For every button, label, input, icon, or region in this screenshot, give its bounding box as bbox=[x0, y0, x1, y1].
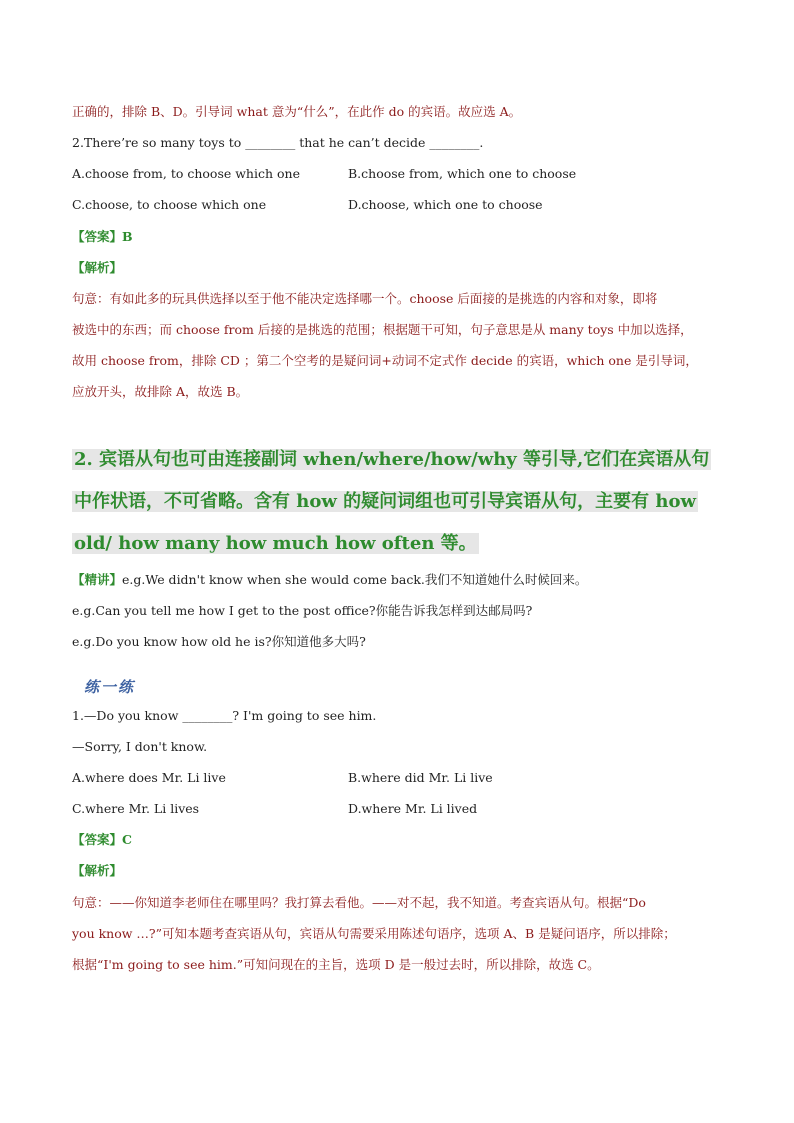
analysis-line: you know …?”可知本题考查宾语从句，宾语从句需要采用陈述句语序，选项 A、B 是疑问语序，所以排除； bbox=[72, 926, 676, 941]
answer-label: 【答案】C bbox=[72, 832, 132, 847]
option-d: D.choose, which one to choose bbox=[348, 197, 543, 212]
question-2-options-row-1 bbox=[72, 165, 300, 183]
analysis-line: 被选中的东西；而 choose from 后接的是挑选的范围；根据题干可知，句子意思是从 many toys 中加以选择， bbox=[72, 322, 693, 337]
previous-explanation-end: 正确的，排除 B、D。引导词 what 意为“什么”，在此作 do 的宾语。故应选 A。 bbox=[72, 104, 522, 119]
example-line: e.g.Do you know how old he is?你知道他多大吗? bbox=[72, 634, 366, 649]
practice-question-reply: —Sorry, I don't know. bbox=[72, 739, 208, 754]
option-d: D.where Mr. Li lived bbox=[348, 801, 478, 816]
example-line: e.g.Can you tell me how I get to the post office?你能告诉我怎样到达邮局吗? bbox=[72, 603, 533, 618]
section-heading-line: old/ how many how much how often 等。 bbox=[74, 533, 477, 554]
analysis-line: 句意：有如此多的玩具供选择以至于他不能决定选择哪一个。choose 后面接的是挑选的内容和对象，即将 bbox=[72, 291, 658, 306]
section-heading-line: 2. 宾语从句也可由连接副词 when/where/how/why 等引导,它们在宾语从句 bbox=[74, 449, 710, 470]
analysis-line: 应放开头，故排除 A，故选 B。 bbox=[72, 384, 249, 399]
example-line: 【精讲】e.g.We didn't know when she would come back.我们不知道她什么时候回来。 bbox=[72, 572, 588, 587]
analysis-line: 根据“I'm going to see him.”可知问现在的主旨，选项 D 是一般过去时，所以排除，故选 C。 bbox=[72, 957, 600, 972]
option-b: B.where did Mr. Li live bbox=[348, 770, 493, 785]
answer-label: 【答案】B bbox=[72, 229, 133, 244]
practice-title: 练一练 bbox=[84, 678, 136, 696]
option-c: C.where Mr. Li lives bbox=[72, 801, 200, 816]
option-c: C.choose, to choose which one bbox=[72, 197, 267, 212]
option-a: A.where does Mr. Li live bbox=[72, 770, 226, 785]
analysis-line: 句意：——你知道李老师住在哪里吗？我打算去看他。——对不起，我不知道。考查宾语从句。根据“Do bbox=[72, 895, 646, 910]
section-heading-line: 中作状语，不可省略。含有 how 的疑问词组也可引导宾语从句，主要有 how bbox=[74, 491, 696, 512]
analysis-line: 故用 choose from，排除 CD ；第二个空考的是疑问词+动词不定式作 decide 的宾语，which one 是引导词， bbox=[72, 353, 698, 368]
option-a: A.choose from, to choose which one bbox=[72, 166, 300, 181]
question-2-stem: 2.There’re so many toys to ________ that he can’t decide ________. bbox=[72, 135, 484, 150]
practice-question-stem: 1.—Do you know ________? I'm going to see him. bbox=[72, 708, 377, 723]
analysis-label: 【解析】 bbox=[72, 863, 123, 878]
jingjiang-label: 【精讲】 bbox=[72, 572, 123, 587]
option-b: B.choose from, which one to choose bbox=[348, 166, 577, 181]
analysis-label: 【解析】 bbox=[72, 260, 123, 275]
